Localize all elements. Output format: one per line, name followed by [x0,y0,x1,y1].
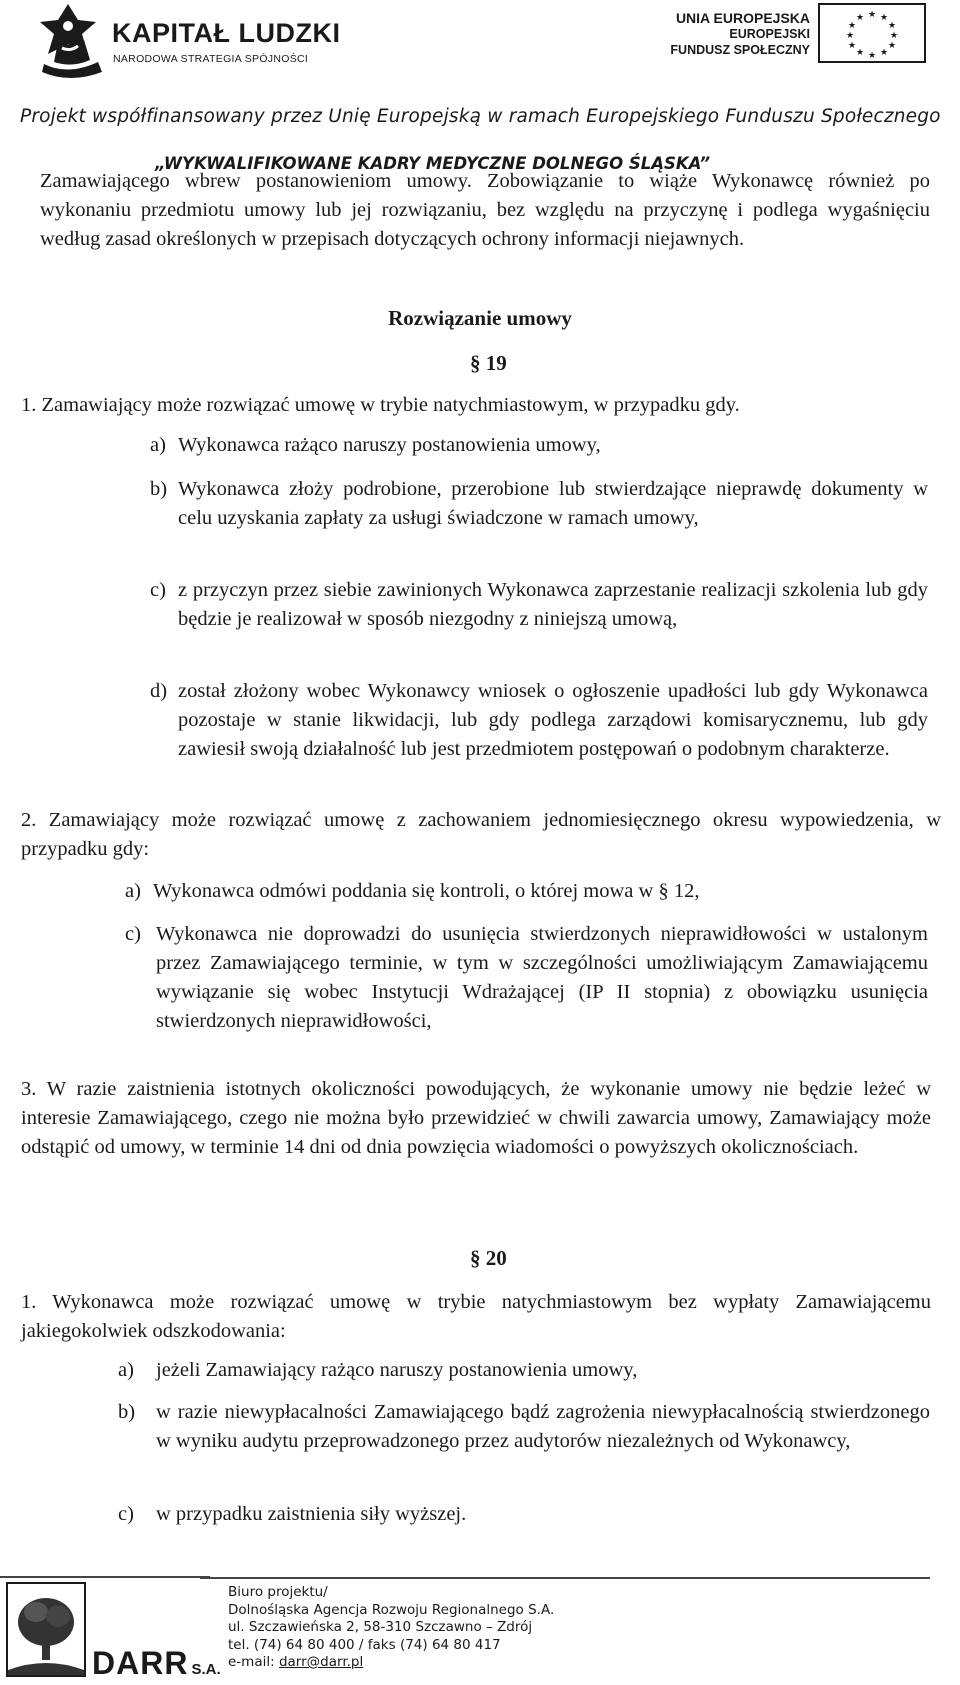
footer-line-phone: tel. (74) 64 80 400 / faks (74) 64 80 417 [228,1636,501,1653]
list-item-label: a) [125,880,141,902]
list-item-text: w razie niewypłacalności Zamawiającego bądź zagrożenia niewypłacalnością stwierdzonego w wyniku audytu przeprowadzonego przez audytorów niezależnych od Wykonawcy, [156,1401,930,1452]
list-item-label: b) [150,478,168,500]
footer-divider-left [0,1576,210,1578]
intro-paragraph: Zamawiającego wbrew postanowieniom umowy. Zobowiązanie to wiąże Wykonawcę również po wykonaniu przedmiotu umowy lub jej rozwiązaniu, bez względu na przyczynę i podlega wygaśnięciu według zasad określonych w przepisach dotyczących ochrony informacji niejawnych. [40,170,930,250]
list-item [150,475,930,565]
svg-text:★: ★ [879,48,889,58]
list-item-label: c) [125,923,141,945]
list-item-label: a) [118,1359,134,1381]
list-item [118,1356,930,1386]
list-item-text: z przyczyn przez siebie zawinionych Wykonawca zaprzestanie realizacji szkolenia lub gdy będzie je realizował w sposób niezgodny z niniejszą umową, [178,579,928,630]
svg-text:★: ★ [887,21,897,31]
svg-text:★: ★ [847,41,857,51]
ue-logo-text [640,10,810,58]
footer-divider [200,1577,930,1579]
svg-text:★: ★ [867,10,877,20]
list-item [125,920,930,1040]
list-item [118,1398,930,1488]
footer-line-email [228,1654,554,1672]
list-item-text: Wykonawca odmówi poddania się kontroli, o której mowa w § 12, [153,880,700,902]
darr-logo-text [92,1645,221,1682]
eu-flag-icon [818,3,926,63]
svg-text:★: ★ [855,13,865,23]
email-label: e-mail: [228,1654,279,1670]
ue-line-3: FUNDUSZ SPOŁECZNY [670,43,810,57]
list-item-label: b) [118,1401,136,1423]
p19-point-3: 3. W razie zaistnienia istotnych okoliczności powodujących, że wykonanie umowy nie będzie leżeć w interesie Zamawiającego, czego nie można było przewidzieć w chwili zawarcia umowy, Zamawiający może odstąpić od umowy, w terminie 14 dni od dnia powzięcia wiadomości o powyższych okolicznościach. [21,1078,931,1158]
darr-logo-suffix: S.A. [191,1661,221,1678]
list-item [125,877,930,907]
list-item-text: jeżeli Zamawiający rażąco naruszy postanowienia umowy, [156,1359,638,1381]
kapital-ludzki-title: KAPITAŁ LUDZKI [112,18,341,48]
paragraph-20-heading: § 20 [470,1246,507,1270]
list-item-text: Wykonawca nie doprowadzi do usunięcia stwierdzonych nieprawidłowości w ustalonym przez Zamawiającego terminie, w tym w szczególności umożliwiającym Zamawiającemu wywiązanie się wobec Instytucji Wdrażającej (IP II stopnia) z obowiązku usunięcia stwierdzonych nieprawidłowości, [156,923,928,1032]
list-item [150,431,930,461]
list-item-label: a) [150,434,166,456]
p19-point-1: 1. Zamawiający może rozwiązać umowę w trybie natychmiastowym, w przypadku gdy. [21,394,740,416]
paragraph-19-heading: § 19 [470,351,507,375]
list-item-text: Wykonawca złoży podrobione, przerobione lub stwierdzające nieprawdę dokumenty w celu uzyskania zapłaty za usługi świadczone w ramach umowy, [178,478,928,529]
svg-text:★: ★ [845,31,855,41]
kapital-ludzki-logo [38,2,108,78]
svg-text:★: ★ [855,48,865,58]
svg-text:★: ★ [879,13,889,23]
footer-line-office: Biuro projektu/ [228,1584,328,1600]
darr-logo-name: DARR [92,1645,189,1681]
project-cofinancing-line: Projekt współfinansowany przez Unię Europejską w ramach Europejskiego Funduszu Społecznego [20,106,941,127]
svg-text:★: ★ [847,21,857,31]
svg-text:★: ★ [887,41,897,51]
darr-logo-graphic [6,1582,86,1677]
kapital-ludzki-subtitle: NARODOWA STRATEGIA SPÓJNOŚCI [113,53,309,65]
section-title: Rozwiązanie umowy [388,306,572,330]
list-item [150,576,930,666]
email-link[interactable]: darr@darr.pl [278,1654,364,1670]
list-item-label: c) [150,579,166,601]
list-item-label: d) [150,680,168,702]
svg-text:★: ★ [889,31,899,41]
footer-line-agency: Dolnośląska Agencja Rozwoju Regionalnego S.A. [228,1601,555,1618]
program-name-line: „WYKWALIFIKOWANE KADRY MEDYCZNE DOLNEGO ŚLĄSKA” [155,154,711,173]
list-item-text: został złożony wobec Wykonawcy wniosek o ogłoszenie upadłości lub gdy Wykonawca pozostaje w stanie likwidacji, lub gdy podlega zarządowi komisarycznemu, lub gdy zawiesił swoją działalność lub jest przedmiotem postępowań o podobnym charakterze. [178,680,928,760]
list-item [118,1500,930,1530]
list-item-label: c) [118,1503,134,1525]
svg-text:★: ★ [867,51,877,61]
p19-point-2: 2. Zamawiający może rozwiązać umowę z zachowaniem jednomiesięcznego okresu wypowiedzenia, w przypadku gdy: [21,809,941,860]
ue-line-1: UNIA EUROPEJSKA [675,10,810,26]
ue-line-2: EUROPEJSKI [729,27,810,41]
footer-line-street: ul. Szczawieńska 2, 58-310 Szczawno – Zdrój [228,1619,533,1635]
footer-address [228,1584,554,1672]
p20-point-1: 1. Wykonawca może rozwiązać umowę w trybie natychmiastowym bez wypłaty Zamawiającemu jakiegokolwiek odszkodowania: [21,1291,931,1342]
list-item-text: w przypadku zaistnienia siły wyższej. [156,1503,467,1525]
list-item [150,677,930,797]
list-item-text: Wykonawca rażąco naruszy postanowienia umowy, [178,434,601,456]
